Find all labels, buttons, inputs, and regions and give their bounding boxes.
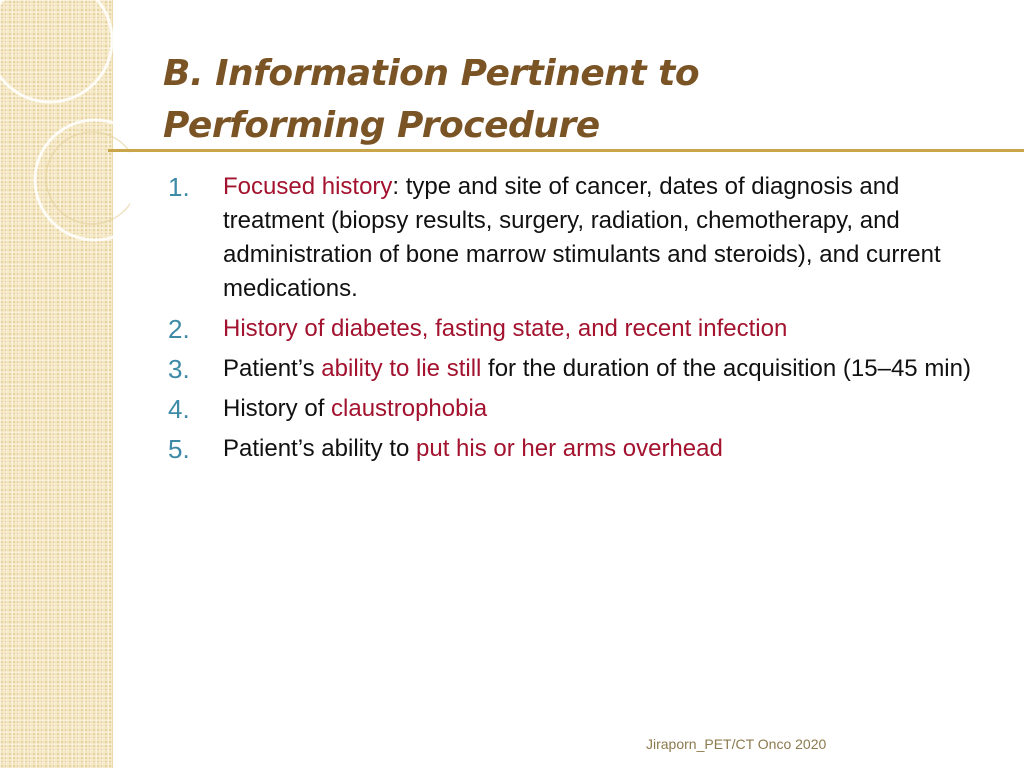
title-line-2: Performing Procedure	[163, 105, 600, 146]
body-text: Patient’s	[223, 355, 322, 382]
body-text: History of	[223, 395, 332, 422]
list-item	[168, 432, 988, 466]
highlight-text: claustrophobia	[331, 395, 488, 422]
highlight-text: History of diabetes, fasting state, and recent infection	[223, 315, 788, 342]
list-number: 5.	[168, 434, 190, 464]
slide-title	[163, 48, 983, 152]
highlight-text: put his or her arms overhead	[416, 435, 723, 462]
list-item	[168, 352, 988, 386]
highlight-text: ability to lie still	[321, 355, 482, 382]
list-number: 3.	[168, 354, 190, 384]
list-item	[168, 392, 988, 426]
list-item	[168, 170, 988, 306]
body-text: : type and site of cancer, dates of diagnosis and treatment (biopsy results, surgery, radiation, chemotherapy, and administration of bone marrow stimulants and steroids), and current medications.	[223, 173, 941, 302]
list-number: 4.	[168, 394, 190, 424]
list-number: 2.	[168, 314, 190, 344]
slide-footer: Jiraporn_PET/CT Onco 2020	[646, 736, 827, 752]
requirements-list	[168, 170, 988, 472]
list-item	[168, 312, 988, 346]
highlight-text: Focused history	[223, 173, 393, 200]
body-text: Patient’s ability to	[223, 435, 416, 462]
title-divider	[108, 149, 1024, 152]
list-number: 1.	[168, 172, 190, 202]
sidebar-texture	[0, 0, 113, 768]
title-line-1: B. Information Pertinent to	[163, 53, 700, 94]
body-text: for the duration of the acquisition (15–45 min)	[481, 355, 971, 382]
